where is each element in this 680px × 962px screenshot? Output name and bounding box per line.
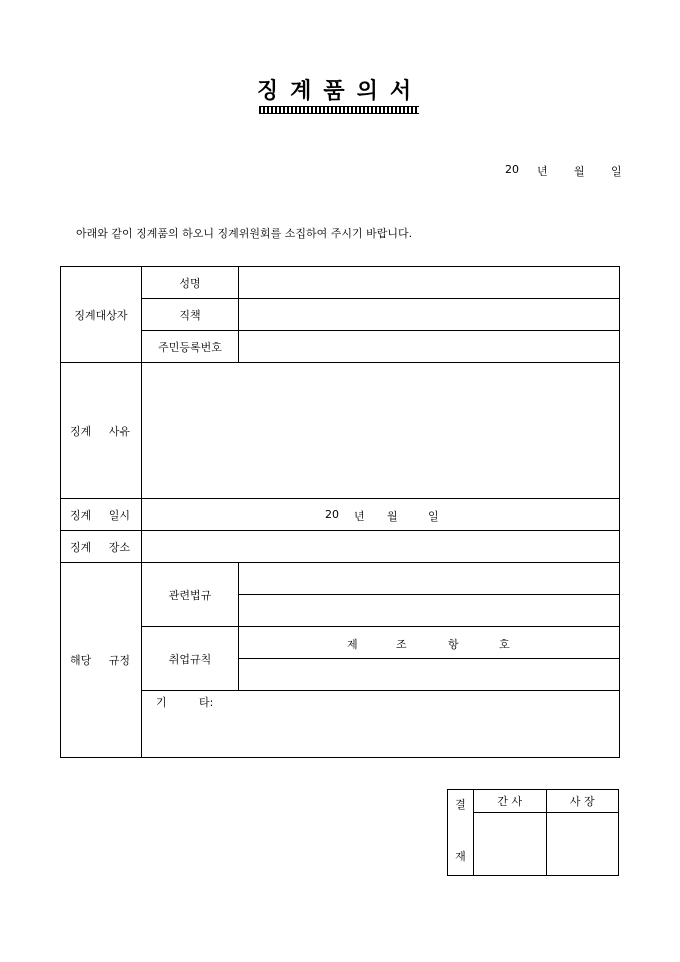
paragraph-label: 항 <box>448 637 459 651</box>
place-field[interactable] <box>142 531 620 563</box>
disciplinary-form-table <box>60 266 620 758</box>
approval-role-secretary: 간 사 <box>474 790 547 813</box>
date-month: 월 <box>574 165 585 178</box>
datetime-label: 징계 일시 <box>61 499 142 531</box>
law-label: 관련법규 <box>142 563 239 627</box>
reason-label: 징계 사유 <box>61 363 142 499</box>
reason-field[interactable] <box>142 363 620 499</box>
approval-sign-secretary[interactable] <box>474 813 547 876</box>
position-label: 직책 <box>142 299 239 331</box>
approval-label-bottom: 재 <box>455 850 466 863</box>
position-field[interactable] <box>239 299 620 331</box>
approval-role-president: 사 장 <box>546 790 619 813</box>
rules-field-1[interactable] <box>239 627 620 659</box>
approval-label-top: 결 <box>455 798 466 811</box>
other-label-2: 타: <box>199 696 214 709</box>
date-year: 년 <box>537 165 548 178</box>
item-label: 호 <box>499 637 510 651</box>
regulation-label: 해당 규정 <box>61 563 142 758</box>
place-label: 징계 장소 <box>61 531 142 563</box>
datetime-year: 년 <box>354 509 365 523</box>
resident-number-field[interactable] <box>239 331 620 363</box>
rules-field-2[interactable] <box>239 659 620 691</box>
resident-number-label: 주민등록번호 <box>142 331 239 363</box>
datetime-field[interactable] <box>142 499 620 531</box>
article-label: 제 <box>347 637 358 651</box>
datetime-month: 월 <box>387 509 398 523</box>
datetime-prefix: 20 <box>325 507 339 521</box>
approval-sign-president[interactable] <box>546 813 619 876</box>
rules-label: 취업규칙 <box>142 627 239 691</box>
law-field-2[interactable] <box>239 595 620 627</box>
datetime-day: 일 <box>428 509 439 523</box>
date-day: 일 <box>611 165 622 178</box>
clause-label: 조 <box>396 637 407 651</box>
approval-box <box>447 789 619 876</box>
title-underline <box>259 106 419 114</box>
document-title: 징계품의서 <box>256 78 424 104</box>
name-field[interactable] <box>239 267 620 299</box>
date-prefix: 20 <box>505 163 519 176</box>
other-label: 기 <box>156 696 167 709</box>
intro-text: 아래와 같이 징계품의 하오니 징계위원회를 소집하여 주시기 바랍니다. <box>76 227 413 240</box>
other-field[interactable] <box>142 691 620 758</box>
subject-label: 징계대상자 <box>61 267 142 363</box>
law-field-1[interactable] <box>239 563 620 595</box>
name-label: 성명 <box>142 267 239 299</box>
approval-label <box>448 790 474 876</box>
